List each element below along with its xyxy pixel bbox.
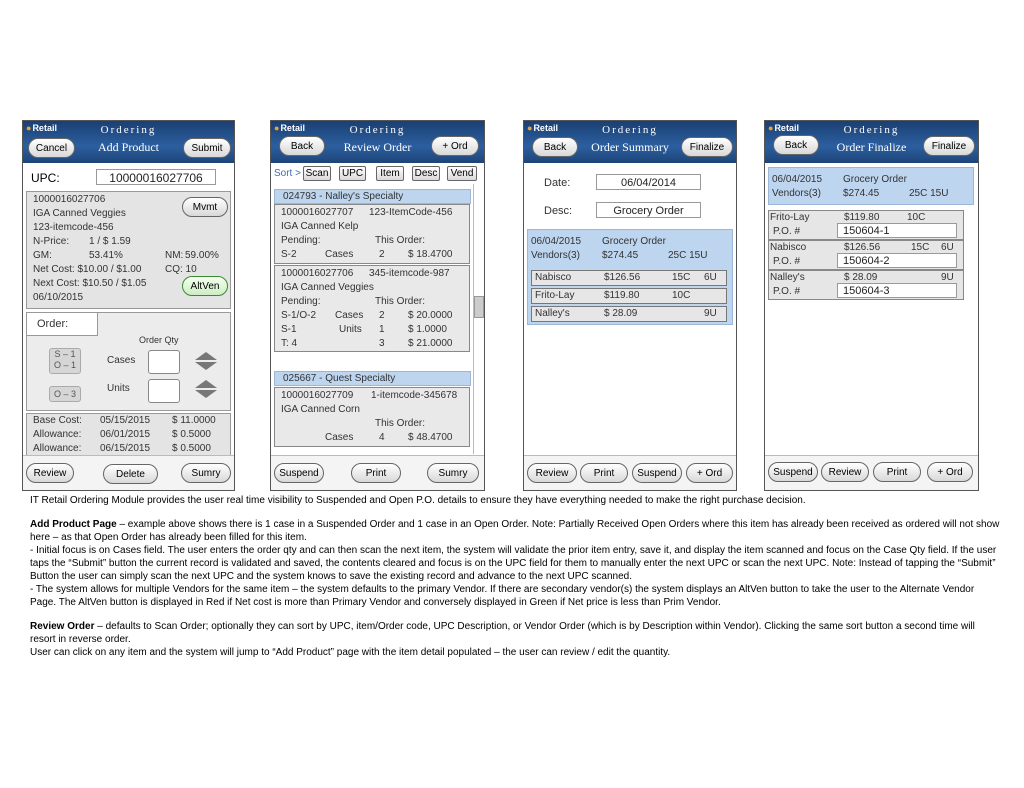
vendor-cases: 10C — [672, 290, 691, 301]
order-tab[interactable] — [27, 313, 98, 336]
cost-label-2: Allowance: — [33, 443, 82, 454]
vendor-units: 9U — [941, 272, 954, 283]
app-title: Ordering — [843, 124, 900, 136]
vendor-row[interactable] — [531, 270, 727, 286]
po-label: P.O. # — [773, 256, 801, 267]
review-order-text: – defaults to Scan Order; optionally they can sort by UPC, item/Order code, UPC Description, or Vendor Order (which is by Description within Vendor). Clicking the same sort button a second time will resort in reverse order. — [30, 621, 975, 645]
row-amt: $ 48.4700 — [408, 432, 453, 443]
nprice-value: 1 / $ 1.59 — [89, 236, 131, 247]
summary-total: $274.45 — [602, 250, 639, 261]
add-product-heading: Add Product Page — [30, 519, 117, 530]
suspend-button[interactable]: Suspend — [274, 463, 324, 483]
so-badge-s: S – 1 — [54, 349, 76, 359]
units-label: Units — [107, 383, 130, 394]
app-title: Ordering — [349, 124, 406, 136]
vendor-name: Nabisco — [770, 242, 807, 253]
so-badge-o: O – 1 — [53, 360, 76, 370]
review-order-paragraph-2: User can click on any item and the system will jump to “Add Product” page with the item detail populated – the user can review / edit the quantity. — [30, 647, 671, 658]
summary-vendors: Vendors(3) — [531, 250, 580, 261]
vendor-amt: $126.56 — [604, 272, 641, 283]
header-bar — [524, 121, 736, 163]
row-total: T: 4 — [281, 338, 298, 349]
review-order-paragraph — [30, 620, 1000, 646]
item-code: 123-itemcode-456 — [33, 222, 114, 233]
vendor-cases: 15C — [911, 242, 930, 253]
print-button[interactable]: Print — [351, 463, 401, 483]
cost-date-2: 06/15/2015 — [100, 443, 151, 454]
back-button[interactable]: Back — [279, 136, 325, 156]
order-item-card[interactable] — [274, 204, 470, 264]
so-badge — [49, 348, 81, 374]
footer-bar — [271, 455, 484, 490]
vendor-amt: $126.56 — [844, 242, 881, 253]
row-uom: Units — [339, 324, 362, 335]
row-uom: Cases — [325, 249, 354, 260]
vendor-name: Nabisco — [535, 272, 572, 283]
row-amt: $ 20.0000 — [408, 310, 453, 321]
sumry-button[interactable]: Sumry — [181, 463, 231, 483]
sort-upc-button[interactable]: UPC — [339, 166, 366, 181]
net-cost: Net Cost: $10.00 / $1.00 — [33, 264, 142, 275]
row-uom: Cases — [335, 310, 364, 321]
this-order-label: This Order: — [375, 235, 426, 246]
row-qty: 4 — [379, 432, 385, 443]
add-order-button[interactable]: + Ord — [686, 463, 733, 483]
back-button[interactable]: Back — [532, 137, 578, 157]
submit-button[interactable]: Submit — [183, 138, 231, 158]
cost-history-panel — [26, 413, 231, 457]
add-order-button[interactable]: + Ord — [927, 462, 973, 482]
row-status: S-2 — [281, 249, 297, 260]
sort-desc-button[interactable]: Desc — [412, 166, 440, 181]
this-order-label: This Order: — [375, 418, 426, 429]
next-cost-date: 06/10/2015 — [33, 292, 84, 303]
sort-vend-button[interactable]: Vend — [447, 166, 477, 181]
summary-vendors: Vendors(3) — [772, 188, 821, 199]
vendor-amt: $119.80 — [604, 290, 640, 301]
vendor-row[interactable] — [531, 306, 727, 322]
summary-panel — [527, 229, 733, 325]
summary-counts: 25C 15U — [668, 250, 708, 261]
vendor-name: Frito-Lay — [535, 290, 575, 301]
row-qty: 3 — [379, 338, 385, 349]
review-button[interactable]: Review — [821, 462, 869, 482]
order-qty-label: Order Qty — [139, 335, 179, 345]
po-input[interactable]: 150604-2 — [837, 253, 957, 268]
app-title: Ordering — [100, 124, 157, 136]
print-button[interactable]: Print — [873, 462, 921, 482]
logo-text: Retail — [280, 123, 305, 133]
summary-date: 06/04/2015 — [772, 174, 823, 185]
altven-button[interactable]: AltVen — [182, 276, 228, 296]
po-label: P.O. # — [773, 286, 801, 297]
units-input[interactable] — [148, 379, 180, 403]
order-panel — [26, 312, 231, 411]
vendor-header-label: 024793 - Nalley's Specialty — [283, 191, 404, 202]
back-button[interactable]: Back — [773, 135, 819, 155]
date-input[interactable]: 06/04/2014 — [596, 174, 701, 190]
o-badge: O – 3 — [49, 386, 81, 402]
sort-label: Sort > — [274, 168, 301, 179]
footer-bar — [524, 455, 736, 490]
cost-label-1: Allowance: — [33, 429, 82, 440]
nprice-label: N-Price: — [33, 236, 70, 247]
description-block — [30, 494, 1000, 659]
vendor-amt: $119.80 — [844, 212, 880, 223]
pending-label: Pending: — [281, 235, 321, 246]
item-name: IGA Canned Veggies — [33, 208, 126, 219]
pig-icon: ● — [527, 123, 533, 133]
pending-label: Pending: — [281, 296, 321, 307]
vendor-row[interactable] — [531, 288, 727, 304]
vendor-units: 6U — [704, 272, 717, 283]
vendor-cases: 15C — [672, 272, 691, 283]
sort-item-button[interactable]: Item — [376, 166, 404, 181]
add-product-text: – example above shows there is 1 case in a Suspended Order and 1 case in an Open Order. Note: Partially Received Open Orders where this item has already been received as ordered will not show here – as that Open Order has already been filled for this item. — [30, 519, 1000, 543]
cost-label-0: Base Cost: — [33, 415, 82, 426]
item-code: 345-itemcode-987 — [369, 268, 450, 279]
gm-value: 53.41% — [89, 250, 123, 261]
item-upc: 1000016027706 — [281, 268, 354, 279]
summary-desc: Grocery Order — [843, 174, 907, 185]
desc-label: Desc: — [544, 205, 573, 217]
cq-value: CQ: 10 — [165, 264, 197, 275]
add-product-screen — [22, 120, 235, 491]
sort-scan-button[interactable]: Scan — [303, 166, 331, 181]
suspend-button[interactable]: Suspend — [632, 463, 682, 483]
upc-label: UPC: — [31, 171, 60, 185]
review-button[interactable]: Review — [527, 463, 577, 483]
cost-amt-2: $ 0.5000 — [172, 443, 211, 454]
order-tab-label: Order: — [37, 318, 69, 330]
item-upc: 1000016027706 — [33, 194, 106, 205]
vendor-units: 9U — [704, 308, 717, 319]
nm-value: 59.00% — [185, 250, 219, 261]
summary-counts: 25C 15U — [909, 188, 949, 199]
cases-up-arrow-icon[interactable] — [195, 352, 217, 360]
bullet-multi-vendor: - The system allows for multiple Vendors for the same item – the system defaults to the primary Vendor. If there are secondary vendor(s) the system displays an AltVen button to take the user to the Alternate Vendor Page. The AltVen button is displayed in Red if Net cost is more than Primary Vendor and conversely displayed in Green if Net price is less than Prim Vendor. — [30, 584, 975, 608]
units-down-arrow-icon[interactable] — [195, 390, 217, 398]
summary-date: 06/04/2015 — [531, 236, 582, 247]
cancel-button[interactable]: Cancel — [28, 138, 75, 158]
review-button[interactable]: Review — [26, 463, 74, 483]
vendor-header-1[interactable] — [274, 189, 471, 204]
scroll-thumb[interactable] — [474, 296, 484, 318]
page-title: Order Summary — [591, 140, 669, 154]
vendor-name: Frito-Lay — [770, 212, 810, 223]
date-label: Date: — [544, 177, 571, 189]
vendor-cases: 10C — [907, 212, 926, 223]
row-qty: 2 — [379, 310, 385, 321]
vendor-po-card[interactable] — [768, 270, 964, 300]
pig-icon: ● — [26, 123, 32, 133]
footer-bar — [765, 455, 978, 490]
item-code: 1-itemcode-345678 — [371, 390, 458, 401]
desc-input[interactable]: Grocery Order — [596, 202, 701, 218]
order-finalize-screen — [764, 120, 979, 491]
scrollbar[interactable] — [473, 184, 482, 454]
logo-text: Retail — [32, 123, 57, 133]
vendor-name: Nalley's — [535, 308, 570, 319]
units-up-arrow-icon[interactable] — [195, 380, 217, 388]
row-uom: Cases — [325, 432, 354, 443]
pig-icon: ● — [274, 123, 280, 133]
item-info-panel — [26, 191, 231, 309]
intro-paragraph: IT Retail Ordering Module provides the user real time visibility to Suspended and Open P.O. details to ensure they have everything needed to make the right purchase decision. — [30, 495, 806, 506]
footer-bar — [23, 455, 234, 490]
sumry-button[interactable]: Sumry — [427, 463, 479, 483]
app-title: Ordering — [602, 124, 658, 136]
review-order-heading: Review Order — [30, 621, 95, 632]
order-item-card[interactable] — [274, 387, 470, 447]
po-input[interactable]: 150604-1 — [837, 223, 957, 238]
header-bar — [271, 121, 484, 163]
page-title: Order Finalize — [836, 140, 907, 154]
logo-text: Retail — [774, 123, 799, 133]
summary-panel — [768, 167, 974, 205]
suspend-button[interactable]: Suspend — [768, 462, 818, 482]
add-product-paragraph — [30, 518, 1000, 544]
vendor-amt: $ 28.09 — [604, 308, 638, 319]
gm-label: GM: — [33, 250, 52, 261]
header-bar — [765, 121, 978, 163]
vendor-amt: $ 28.09 — [844, 272, 878, 283]
cases-input[interactable] — [148, 350, 180, 374]
mvmt-button[interactable]: Mvmt — [182, 197, 228, 217]
vendor-po-card[interactable] — [768, 210, 964, 240]
item-name: IGA Canned Kelp — [281, 221, 359, 232]
item-name: IGA Canned Corn — [281, 404, 360, 415]
row-status: S-1/O-2 — [281, 310, 317, 321]
sort-bar — [273, 166, 481, 182]
item-code: 123-ItemCode-456 — [369, 207, 453, 218]
item-name: IGA Canned Veggies — [281, 282, 374, 293]
delete-button[interactable]: Delete — [103, 464, 158, 484]
review-order-screen — [270, 120, 485, 491]
this-order-label: This Order: — [375, 296, 426, 307]
next-cost: Next Cost: $10.50 / $1.05 — [33, 278, 147, 289]
add-order-button[interactable]: + Ord — [431, 136, 479, 156]
order-item-card[interactable] — [274, 265, 470, 352]
print-button[interactable]: Print — [580, 463, 628, 483]
order-summary-screen — [523, 120, 737, 491]
finalize-button[interactable]: Finalize — [681, 137, 733, 157]
cost-amt-0: $ 11.0000 — [172, 415, 216, 426]
row-amt: $ 1.0000 — [408, 324, 447, 335]
po-input[interactable]: 150604-3 — [837, 283, 957, 298]
row-status: S-1 — [281, 324, 297, 335]
vendor-po-card[interactable] — [768, 240, 964, 270]
upc-input[interactable]: 10000016027706 — [96, 169, 216, 185]
item-upc: 1000016027707 — [281, 207, 354, 218]
logo-text: Retail — [533, 123, 558, 133]
row-amt: $ 18.4700 — [408, 249, 453, 260]
row-qty: 1 — [379, 324, 385, 335]
summary-desc: Grocery Order — [602, 236, 666, 247]
vendor-units: 6U — [941, 242, 954, 253]
row-amt: $ 21.0000 — [408, 338, 453, 349]
cases-label: Cases — [107, 355, 136, 366]
pig-icon: ● — [768, 123, 774, 133]
page-title: Review Order — [343, 140, 412, 154]
cost-amt-1: $ 0.5000 — [172, 429, 211, 440]
vendor-header-label: 025667 - Quest Specialty — [283, 373, 396, 384]
vendor-header-2[interactable] — [274, 371, 471, 386]
cost-date-0: 05/15/2015 — [100, 415, 151, 426]
row-qty: 2 — [379, 249, 385, 260]
finalize-button[interactable]: Finalize — [923, 136, 975, 156]
bullet-initial-focus: - Initial focus is on Cases field. The user enters the order qty and can then scan the next item, the system will validate the prior item entry, save it, and display the item scanned and focus on the Case Qty field. If the user taps the “Submit” button the current record is validated and saved, the contents cleared and focus is on the UPC field for them to manually enter the next UPC or scan the next UPC. Note: Instead of tapping the “Submit” Button the user can simply scan the next UPC and the system knows to save the existing record and advance to the next UPC scanned. — [30, 545, 997, 582]
cost-date-1: 06/01/2015 — [100, 429, 151, 440]
item-upc: 1000016027709 — [281, 390, 354, 401]
cases-down-arrow-icon[interactable] — [195, 362, 217, 370]
page-title: Add Product — [98, 140, 159, 154]
vendor-name: Nalley's — [770, 272, 805, 283]
summary-total: $274.45 — [843, 188, 880, 199]
nm-label: NM: — [165, 250, 184, 261]
po-label: P.O. # — [773, 226, 801, 237]
header-bar — [23, 121, 234, 163]
